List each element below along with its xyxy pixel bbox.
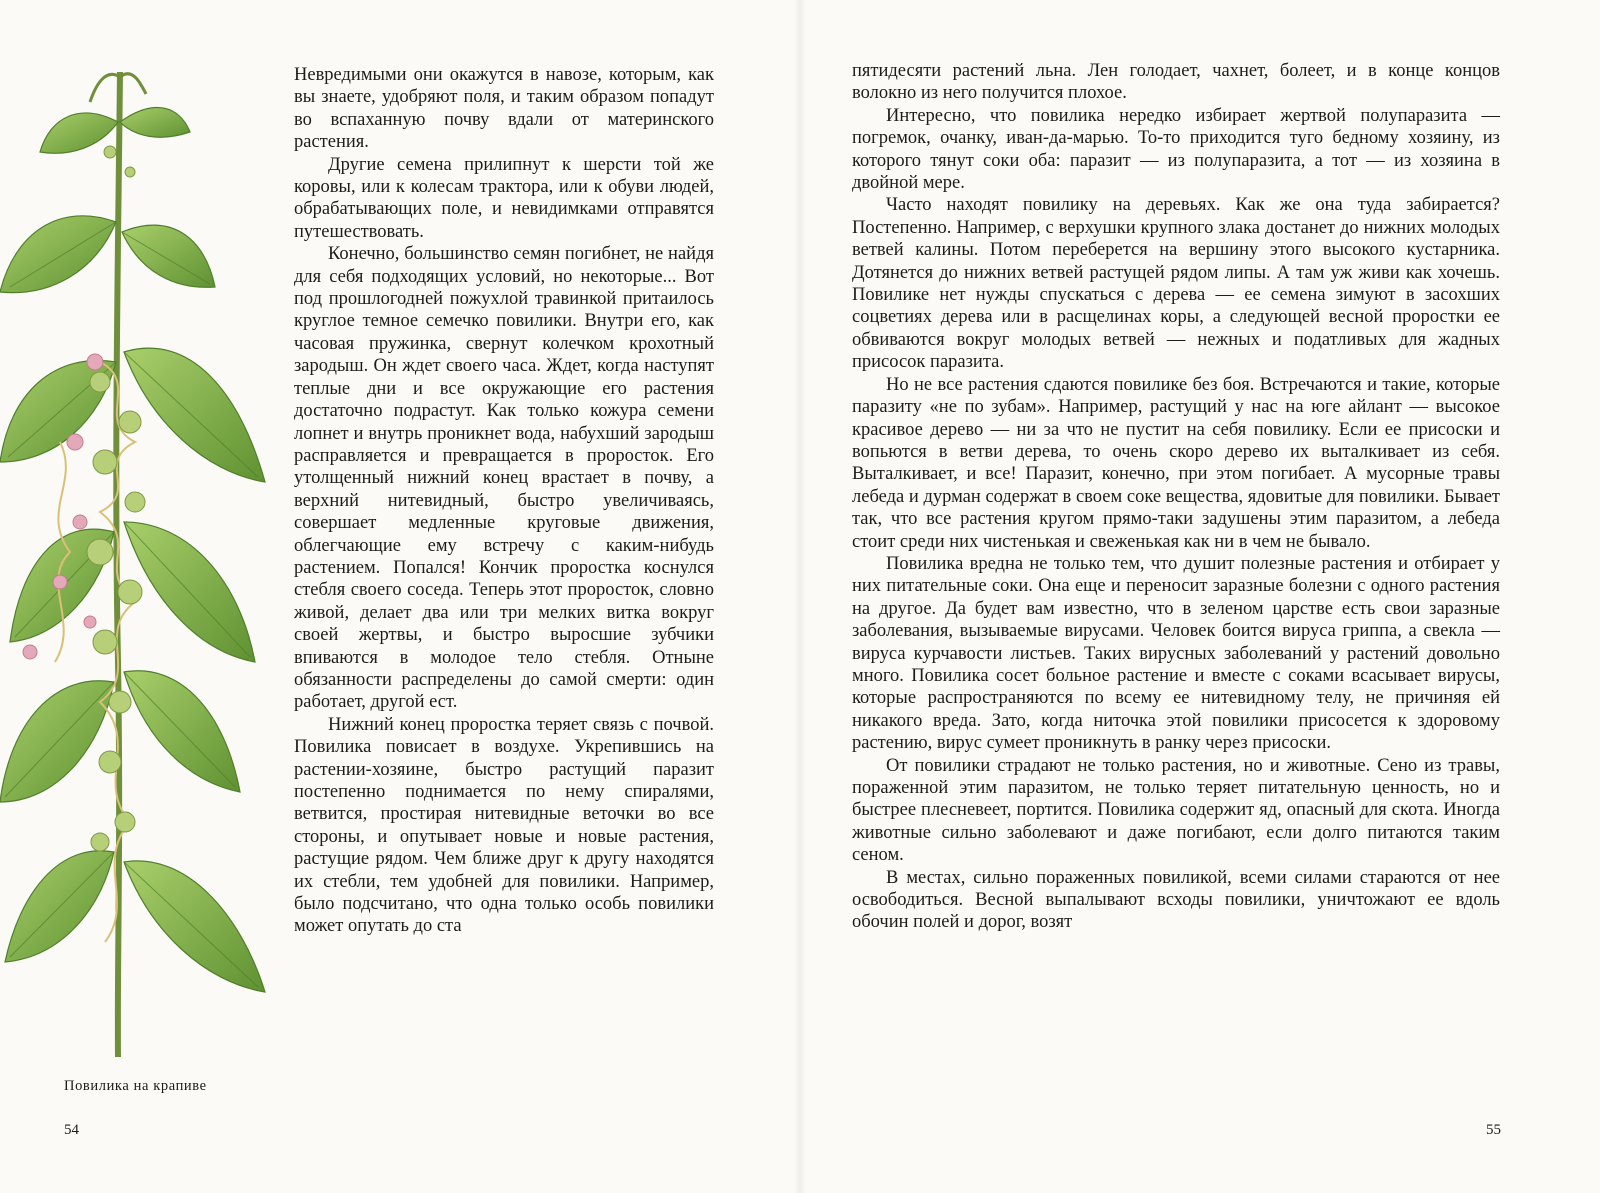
paragraph: Невредимыми они окажутся в навозе, которым, как вы знаете, удобряют поля, и таким образом попадут во вспаханную почву вдали от материнского растения. <box>294 65 714 153</box>
paragraph: Другие семена прилипнут к шерсти той же коровы, или к колесам трактора, или к обуви людей, обрабатывающих поле, и невидимками отправятся путешествовать. <box>294 154 714 242</box>
left-text-column <box>294 64 714 938</box>
paragraph: Нижний конец проростка теряет связь с почвой. Повилика повисает в воздухе. Укрепившись на растении-хозяине, быстро растущий паразит постепенно поднимается по нему спиралями, ветвится, простирая нитевидные веточки во все стороны, и опутывает новые и новые растения, растущие рядом. Чем ближе друг к другу находятся их стебли, тем удобней для повилики. Например, было подсчитано, что одна только особь повилики может опутать до ста <box>294 714 714 937</box>
right-text-column <box>852 60 1500 934</box>
paragraph: От повилики страдают не только растения, но и животные. Сено из травы, пораженной этим паразитом, не только теряет питательную ценность, но и быстрее плесневеет, портится. Повилика содержит яд, опасный для скота. Иногда животные сильно заболевают и даже погибают, если долго питаются таким сеном. <box>852 755 1500 866</box>
paragraph: пятидесяти растений льна. Лен голодает, чахнет, болеет, и в конце концов волокно из него получится плохое. <box>852 61 1500 104</box>
nettle-dodder-illustration <box>0 62 285 1057</box>
paragraph: Повилика вредна не только тем, что душит полезные растения и отбирает у них питательные соки. Она еще и переносит заразные болезни с одного растения на другое. Да будет вам известно, что в зеленом царстве есть свои заразные заболевания, вызываемые вирусами. Человек боится вируса гриппа, а свекла — вируса курчавости листьев. Таких вирусных заболеваний у растений довольно много. Повилика сосет больное растение и вместе с соками всасывает вирусы, которые распространяются по всему ее нитевидному телу, не причиняя ей никакого вреда. Зато, когда ниточка этой повилики присосется к здоровому растению, вирус сумеет проникнуть в ранку через присоски. <box>852 553 1500 754</box>
page-number: 54 <box>64 1122 79 1138</box>
paragraph: В местах, сильно пораженных повиликой, всеми силами стараются от нее освободиться. Весной выпалывают всходы повилики, уничтожают ее вдоль обочин полей и дорог, возят <box>852 867 1500 933</box>
page-number: 55 <box>1486 1122 1501 1138</box>
paragraph: Часто находят повилику на деревьях. Как же она туда забирается? Постепенно. Например, с верхушки крупного злака достанет до нижних молодых ветвей калины. Потом переберется на вершину этого высокого кустарника. Дотянется до нижних ветвей растущей рядом липы. А там уж живи как хочешь. Повилике нет нужды спускаться с дерева — ее семена зимуют в засохших соцветиях дерева или в расщелинах коры, а следующей весной проростки ее обвиваются вокруг молодых ветвей — нежных и податливых для жадных присосок паразита. <box>852 195 1500 373</box>
illustration-caption: Повилика на крапиве <box>64 1078 207 1094</box>
paragraph: Но не все растения сдаются повилике без боя. Встречаются и такие, которые паразиту «не по зубам». Например, растущий у нас на юге айлант — высокое красивое дерево — ни за что не пустит на себя повилику. Если ее присоски и вопьются в ветви дерева, то очень скоро дерево их выталкивает из себя. Выталкивает, и все! Паразит, конечно, при этом погибает. А мусорные травы лебеда и дурман содержат в своем соке вещества, ядовитые для повилики. Бывает так, что все растения кругом прямо-таки задушены этим паразитом, а лебеда стоит среди них чистенькая и свеженькая как ни в чем не бывало. <box>852 374 1500 552</box>
paragraph: Конечно, большинство семян погибнет, не найдя для себя подходящих условий, но некоторые... Вот под прошлогодней пожухлой травинкой притаилось круглое темное семечко повилики. Внутри его, как часовая пружинка, свернут колечком крохотный зародыш. Он ждет своего часа. Ждет, когда наступят теплые дни и все окружающие его растения достаточно подрастут. Как только кожура семени лопнет и внутрь проникнет вода, набухший зародыш расправляется и превращается в проросток. Его утолщенный нижний конец врастает в почву, а верхний нитевидный, быстро увеличиваясь, совершает медленные круговые движения, облегчающие ему встречу с каким-нибудь растением. Попался! Кончик проростка коснулся стебля своего соседа. Теперь этот проросток, словно живой, делает два или три мелких витка вокруг своей жертвы, и быстро выросшие зубчики впиваются в молодое тело стебля. Отныне обязанности распределены до самой смерти: один работает, другой ест. <box>294 244 714 713</box>
right-page <box>800 0 1600 1193</box>
paragraph: Интересно, что повилика нередко избирает жертвой полупаразита — погремок, очанку, иван-да-марью. То-то приходится туго бедному хозяину, из которого тянут соки оба: паразит — из полупаразита, а тот — из хозяина в двойной мере. <box>852 105 1500 194</box>
